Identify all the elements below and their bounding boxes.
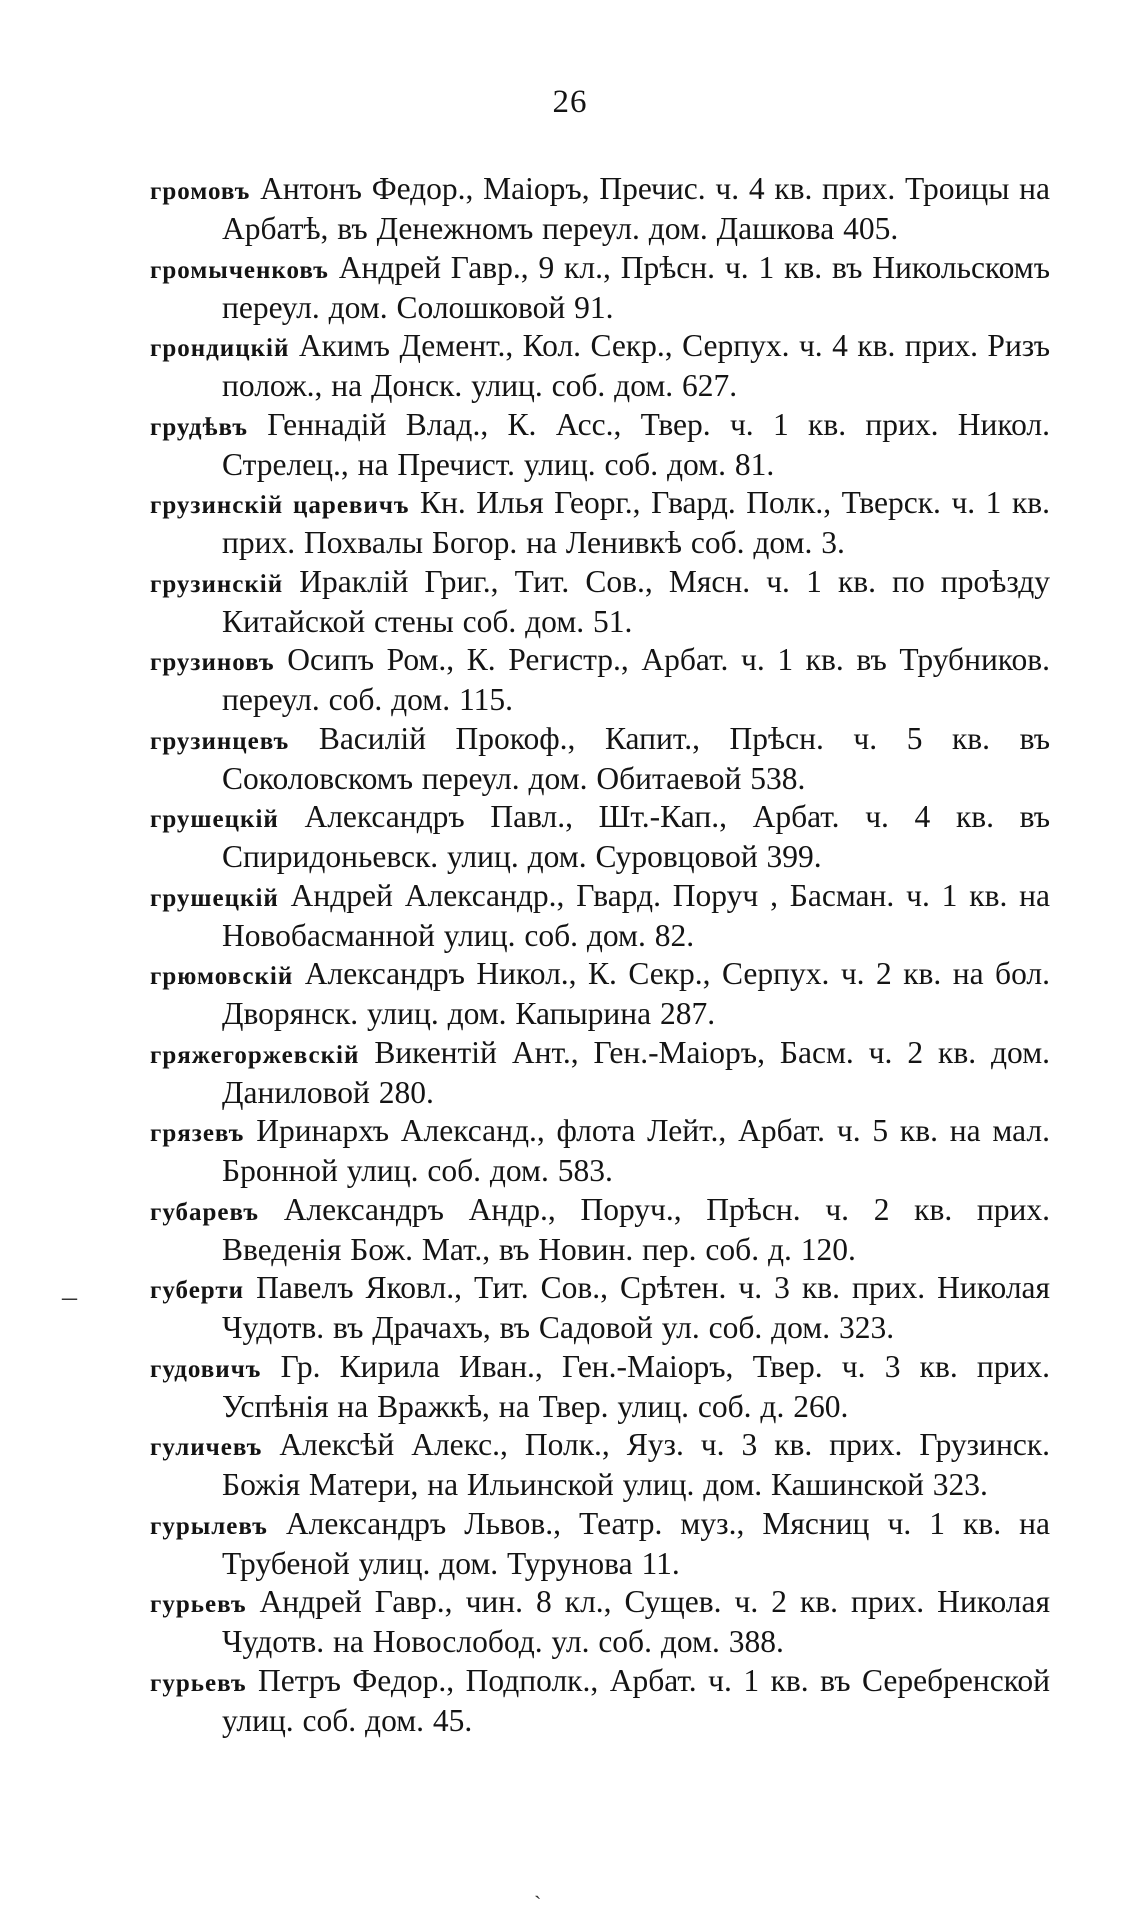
directory-entry: [150, 1269, 1050, 1346]
entry-surname: грудѣвъ: [150, 413, 248, 441]
entry-surname: грушецкій: [150, 806, 279, 833]
directory-entry: [150, 170, 1050, 247]
directory-entry: [150, 1348, 1050, 1425]
entry-details: Ираклій Григ., Тит. Сов., Мясн. ч. 1 кв. по проѣзду Китайской стены соб. дом. 51.: [222, 563, 1051, 639]
entry-details: Александръ Львов., Театр. муз., Мясниц ч. 1 кв. на Трубеной улиц. дом. Турунова 11.: [222, 1505, 1050, 1581]
entry-surname: грушецкій: [150, 884, 279, 912]
directory-entry: [150, 1426, 1050, 1503]
entry-details: Александръ Андр., Поруч., Прѣсн. ч. 2 кв. прих. Введенія Бож. Мат., въ Новин. пер. соб. д. 120.: [222, 1191, 1050, 1267]
entry-details: Викентій Ант., Ген.-Маіоръ, Басм. ч. 2 кв. дом. Даниловой 280.: [222, 1034, 1050, 1110]
directory-entry: [150, 1112, 1050, 1189]
entry-surname: грузиновъ: [150, 649, 275, 676]
entry-surname: гурьевъ: [150, 1591, 247, 1618]
entry-details: Василій Прокоф., Капит., Прѣсн. ч. 5 кв. въ Соколовскомъ переул. дом. Обитаевой 538.: [222, 720, 1050, 796]
entry-surname: губаревъ: [150, 1198, 259, 1226]
entry-details: Александръ Никол., К. Секр., Серпух. ч. 2 кв. на бол. Дворянск. улиц. дом. Капырина 287.: [222, 956, 1051, 1031]
directory-entry: [150, 1191, 1050, 1268]
directory-entries: [150, 170, 1050, 1740]
directory-entry: [150, 563, 1050, 640]
directory-entry: [150, 641, 1050, 718]
entry-surname: грузинцевъ: [150, 727, 290, 755]
margin-dash-mark: –: [62, 1280, 77, 1313]
entry-details: Антонъ Федор., Маіоръ, Пречис. ч. 4 кв. прих. Троицы на Арбатѣ, въ Денежномъ переул. дом. Дашкова 405.: [222, 171, 1051, 246]
entry-surname: гурьевъ: [150, 1669, 247, 1697]
entry-details: Павелъ Яковл., Тит. Сов., Срѣтен. ч. 3 кв. прих. Николая Чудотв. въ Драчахъ, въ Садовой ул. соб. дом. 323.: [222, 1270, 1051, 1345]
entry-details: Иринархъ Александ., флота Лейт., Арбат. ч. 5 кв. на мал. Бронной улиц. соб. дом. 583.: [222, 1113, 1051, 1188]
entry-details: Александръ Павл., Шт.-Кап., Арбат. ч. 4 кв. въ Спиридоньевск. улиц. дом. Суровцовой 399.: [222, 799, 1051, 874]
entry-surname: грюмовскій: [150, 963, 294, 990]
margin-tick-mark: ˏ: [534, 1874, 542, 1899]
directory-entry: [150, 720, 1050, 797]
directory-entry: [150, 1034, 1050, 1111]
entry-surname: грузинскій: [150, 570, 284, 598]
entry-details: Осипъ Ром., К. Регистр., Арбат. ч. 1 кв. въ Трубников. переул. соб. дом. 115.: [222, 642, 1050, 717]
directory-entry: [150, 249, 1050, 326]
entry-details: Алексѣй Алекс., Полк., Яуз. ч. 3 кв. прих. Грузинск. Божія Матери, на Ильинской улиц. дом. Кашинской 323.: [222, 1427, 1050, 1502]
directory-entry: [150, 484, 1050, 561]
entry-details: Гр. Кирила Иван., Ген.-Маіоръ, Твер. ч. 3 кв. прих. Успѣнія на Вражкѣ, на Твер. улиц. соб. д. 260.: [222, 1348, 1050, 1424]
entry-surname: грузинскій царевичъ: [150, 492, 410, 519]
directory-entry: [150, 955, 1050, 1032]
entry-surname: гурылевъ: [150, 1512, 268, 1540]
directory-entry: [150, 1662, 1050, 1739]
entry-surname: грязевъ: [150, 1120, 245, 1147]
entry-surname: гряжегоржевскій: [150, 1041, 360, 1069]
entry-details: Андрей Александр., Гвард. Поруч , Басман. ч. 1 кв. на Новобасманной улиц. соб. дом. 82.: [222, 877, 1051, 953]
entry-surname: гудовичъ: [150, 1355, 262, 1383]
entry-surname: громыченковъ: [150, 256, 329, 284]
entry-details: Кн. Илья Георг., Гвард. Полк., Тверск. ч. 1 кв. прих. Похвалы Богор. на Ленивкѣ соб. дом. 3.: [222, 485, 1050, 560]
entry-surname: громовъ: [150, 178, 251, 205]
directory-entry: [150, 877, 1050, 954]
entry-surname: гуличевъ: [150, 1434, 263, 1461]
directory-entry: [150, 1505, 1050, 1582]
entry-details: Геннадій Влад., К. Асс., Твер. ч. 1 кв. прих. Никол. Стрелец., на Пречист. улиц. соб. дом. 81.: [222, 406, 1050, 482]
entry-details: Акимъ Демент., Кол. Секр., Серпух. ч. 4 кв. прих. Ризъ полож., на Донск. улиц. соб. дом. 627.: [222, 328, 1050, 403]
entry-surname: губерти: [150, 1277, 245, 1304]
page-number: 26: [552, 84, 588, 120]
directory-entry: [150, 798, 1050, 875]
directory-entry: [150, 1583, 1050, 1660]
directory-entry: [150, 327, 1050, 404]
entry-details: Андрей Гавр., 9 кл., Прѣсн. ч. 1 кв. въ Никольскомъ переул. дом. Солошковой 91.: [222, 249, 1051, 325]
directory-entry: [150, 406, 1050, 483]
entry-surname: грондицкій: [150, 335, 290, 362]
entry-details: Петръ Федор., Подполк., Арбат. ч. 1 кв. въ Серебренской улиц. соб. дом. 45.: [222, 1662, 1050, 1738]
entry-details: Андрей Гавр., чин. 8 кл., Сущев. ч. 2 кв. прих. Николая Чудотв. на Новослобод. ул. соб. дом. 388.: [222, 1584, 1050, 1659]
